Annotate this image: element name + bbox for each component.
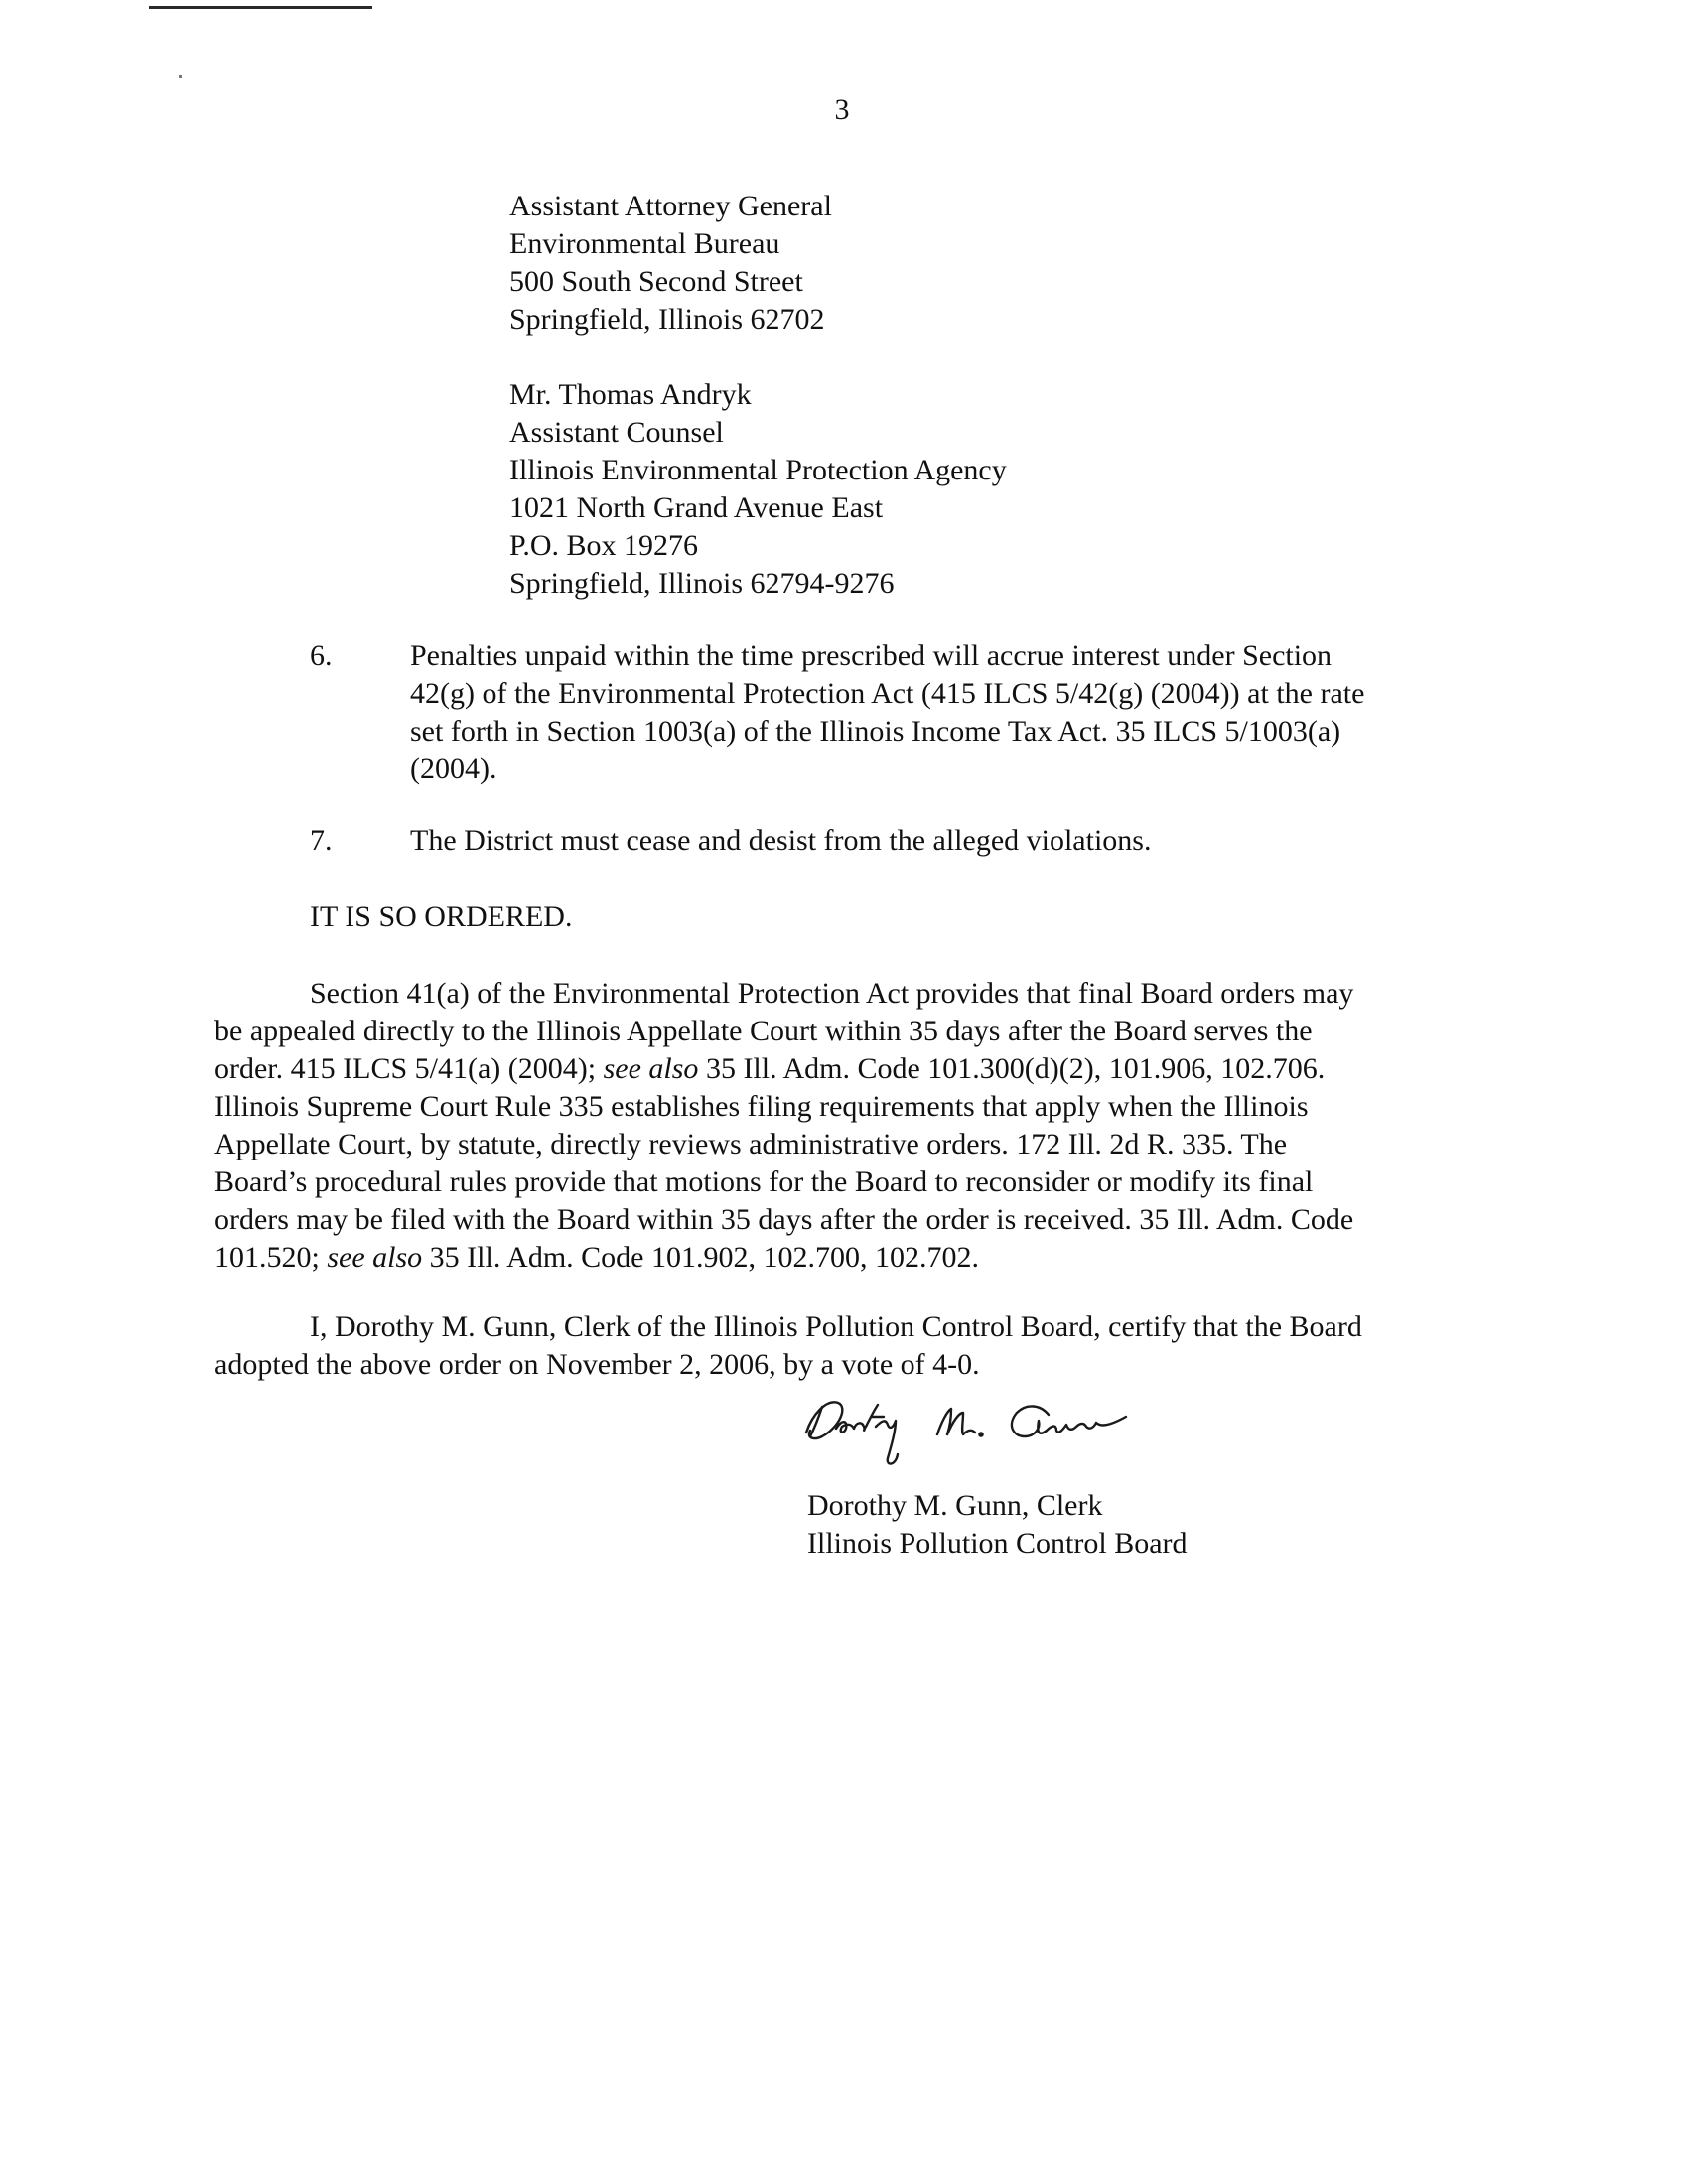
item-line: 42(g) of the Environmental Protection Act (415 ILCS 5/42(g) (2004)) at the rate — [410, 677, 1365, 710]
address-line: Illinois Environmental Protection Agency — [509, 454, 1007, 486]
scan-speck — [179, 75, 182, 78]
paragraph-line: Board’s procedural rules provide that motions for the Board to reconsider or modify its final — [214, 1165, 1314, 1198]
citation-text: 35 Ill. Adm. Code 101.300(d)(2), 101.906, 102.706. — [698, 1052, 1326, 1085]
paragraph-line — [214, 1239, 1495, 1277]
item-text — [410, 822, 1482, 860]
citation-signal: see also — [603, 1052, 699, 1085]
citation-text: 101.520; — [214, 1241, 328, 1274]
item-number: 6. — [310, 639, 333, 672]
certification-paragraph — [214, 1308, 1495, 1384]
citation-text: 35 Ill. Adm. Code 101.902, 102.700, 102.702. — [422, 1241, 980, 1274]
item-line: Penalties unpaid within the time prescribed will accrue interest under Section — [410, 639, 1333, 672]
address-line: 1021 North Grand Avenue East — [509, 491, 884, 524]
handwritten-signature — [792, 1375, 1170, 1494]
signatory-name-title: Dorothy M. Gunn, Clerk — [807, 1489, 1103, 1522]
scan-edge-mark — [149, 6, 372, 9]
paragraph-line: I, Dorothy M. Gunn, Clerk of the Illinois Pollution Control Board, certify that the Board — [310, 1310, 1362, 1343]
address-line: Environmental Bureau — [509, 227, 780, 260]
citation-signal: see also — [327, 1241, 423, 1274]
signature-block — [807, 1487, 1188, 1563]
page-number: 3 — [834, 93, 850, 126]
paragraph-line: orders may be filed with the Board within 35 days after the order is received. 35 Ill. Adm. Code — [214, 1203, 1354, 1236]
address-line: Mr. Thomas Andryk — [509, 378, 752, 411]
paragraph-line: Appellate Court, by statute, directly reviews administrative orders. 172 Ill. 2d R. 335. The — [214, 1128, 1288, 1160]
address-line: Springfield, Illinois 62702 — [509, 303, 825, 336]
paragraph-line — [214, 1050, 1495, 1088]
paragraph-line: Illinois Supreme Court Rule 335 establishes filing requirements that apply when the Illinois — [214, 1090, 1309, 1123]
item-line: (2004). — [410, 752, 497, 785]
address-line: Assistant Counsel — [509, 416, 724, 449]
address-line: Assistant Attorney General — [509, 190, 832, 222]
order-statement: IT IS SO ORDERED. — [310, 900, 573, 933]
item-number: 7. — [310, 824, 333, 857]
item-line: set forth in Section 1003(a) of the Illinois Income Tax Act. 35 ILCS 5/1003(a) — [410, 715, 1341, 748]
signatory-organization: Illinois Pollution Control Board — [807, 1527, 1188, 1560]
address-block-attorney-general — [509, 188, 832, 339]
appeal-paragraph — [214, 975, 1495, 1277]
item-line: The District must cease and desist from the alleged violations. — [410, 824, 1152, 857]
address-block-agency-counsel — [509, 376, 1007, 603]
address-line: Springfield, Illinois 62794-9276 — [509, 567, 895, 600]
paragraph-line: Section 41(a) of the Environmental Protection Act provides that final Board orders may — [310, 977, 1354, 1010]
item-text — [410, 637, 1482, 788]
address-line: P.O. Box 19276 — [509, 529, 699, 562]
paragraph-line: adopted the above order on November 2, 2006, by a vote of 4-0. — [214, 1348, 980, 1381]
citation-text: order. 415 ILCS 5/41(a) (2004); — [214, 1052, 604, 1085]
address-line: 500 South Second Street — [509, 265, 803, 298]
paragraph-line: be appealed directly to the Illinois Appellate Court within 35 days after the Board serves the — [214, 1015, 1313, 1047]
